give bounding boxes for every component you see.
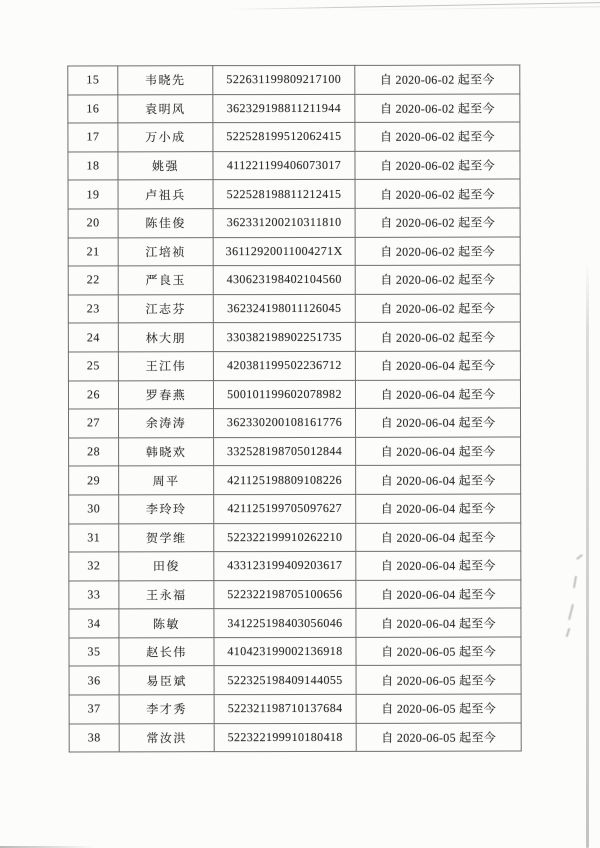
scan-artifact-stroke (568, 604, 574, 620)
id-number-cell: 433123199409203617 (214, 551, 356, 580)
id-number-cell: 362331200210311810 (213, 208, 355, 237)
name-cell: 王江伟 (118, 352, 213, 381)
row-index-cell: 36 (69, 666, 119, 695)
name-cell: 常汝洪 (119, 723, 214, 752)
row-index-cell: 31 (69, 523, 119, 552)
period-cell: 自 2020-06-05 起至今 (356, 694, 521, 723)
table-row (69, 665, 521, 695)
table-row (68, 294, 520, 324)
name-cell: 江培祯 (118, 237, 213, 266)
table-row (68, 122, 520, 152)
row-index-cell: 33 (69, 581, 119, 610)
table-row (68, 380, 520, 410)
id-number-cell: 522325198409144055 (214, 666, 356, 695)
id-number-cell: 362330200108161776 (214, 408, 356, 437)
name-cell: 韦晓先 (118, 66, 213, 95)
table-row (69, 694, 521, 724)
table-row (69, 408, 521, 438)
row-index-cell: 18 (68, 152, 118, 181)
id-number-cell: 522321198710137684 (214, 694, 356, 723)
id-number-cell: 411221199406073017 (213, 151, 355, 180)
id-number-cell: 362329198811211944 (213, 94, 355, 123)
id-number-cell: 362324198011126045 (213, 294, 355, 323)
period-cell: 自 2020-06-04 起至今 (355, 351, 520, 380)
scan-artifact-right-edge-shadow (586, 262, 589, 848)
table-row (68, 265, 520, 295)
name-cell: 周平 (119, 466, 214, 495)
name-cell: 韩晓欢 (119, 437, 214, 466)
name-cell: 江志芬 (118, 294, 213, 323)
id-number-cell: 522528199512062415 (213, 123, 355, 152)
period-cell: 自 2020-06-05 起至今 (356, 723, 521, 752)
id-number-cell: 421125199705097627 (214, 494, 356, 523)
name-cell: 王永福 (119, 580, 214, 609)
row-index-cell: 20 (68, 209, 118, 238)
personnel-roster-table (67, 65, 521, 753)
name-cell: 陈敏 (119, 609, 214, 638)
row-index-cell: 23 (68, 295, 118, 324)
table-row (68, 351, 520, 381)
scan-artifact-stroke (566, 628, 571, 637)
table-row (69, 608, 521, 638)
scan-artifact-stroke (576, 554, 583, 560)
period-cell: 自 2020-06-02 起至今 (355, 294, 520, 323)
row-index-cell: 16 (68, 94, 118, 123)
period-cell: 自 2020-06-02 起至今 (355, 179, 520, 208)
table-row (68, 179, 520, 209)
table-row (68, 65, 520, 95)
period-cell: 自 2020-06-05 起至今 (356, 637, 521, 666)
period-cell: 自 2020-06-02 起至今 (355, 322, 520, 351)
table-row (69, 494, 521, 524)
row-index-cell: 38 (69, 724, 119, 753)
name-cell: 李才秀 (119, 695, 214, 724)
scan-artifact-handwriting-marks (566, 552, 584, 647)
row-index-cell: 22 (68, 266, 118, 295)
id-number-cell: 522322199910262210 (214, 523, 356, 552)
row-index-cell: 28 (69, 438, 119, 467)
table-row (69, 551, 521, 581)
id-number-cell: 332528198705012844 (214, 437, 356, 466)
id-number-cell: 522322198705100656 (214, 580, 356, 609)
scan-artifact-stroke (573, 576, 577, 588)
period-cell: 自 2020-06-04 起至今 (356, 551, 521, 580)
name-cell: 余涛涛 (119, 409, 214, 438)
row-index-cell: 37 (69, 695, 119, 724)
row-index-cell: 25 (68, 352, 118, 381)
id-number-cell: 430623198402104560 (213, 266, 355, 295)
row-index-cell: 29 (69, 466, 119, 495)
period-cell: 自 2020-06-04 起至今 (356, 580, 521, 609)
name-cell: 贺学维 (119, 523, 214, 552)
period-cell: 自 2020-06-02 起至今 (355, 237, 520, 266)
row-index-cell: 26 (68, 380, 118, 409)
id-number-cell: 522322199910180418 (214, 723, 356, 752)
table-row (69, 637, 521, 667)
period-cell: 自 2020-06-02 起至今 (355, 94, 520, 123)
id-number-cell: 420381199502236712 (213, 351, 355, 380)
row-index-cell: 27 (69, 409, 119, 438)
name-cell: 李玲玲 (119, 495, 214, 524)
name-cell: 田俊 (119, 552, 214, 581)
period-cell: 自 2020-06-02 起至今 (355, 208, 520, 237)
table-row (68, 94, 520, 124)
row-index-cell: 32 (69, 552, 119, 581)
period-cell: 自 2020-06-02 起至今 (355, 151, 520, 180)
id-number-cell: 522528198811212415 (213, 180, 355, 209)
row-index-cell: 35 (69, 638, 119, 667)
period-cell: 自 2020-06-04 起至今 (356, 465, 521, 494)
id-number-cell: 410423199002136918 (214, 637, 356, 666)
row-index-cell: 17 (68, 123, 118, 152)
table-row (68, 151, 520, 181)
table-row (69, 437, 521, 467)
name-cell: 严良玉 (118, 266, 213, 295)
period-cell: 自 2020-06-02 起至今 (355, 265, 520, 294)
id-number-cell: 341225198403056046 (214, 609, 356, 638)
period-cell: 自 2020-06-04 起至今 (355, 380, 520, 409)
period-cell: 自 2020-06-02 起至今 (355, 122, 520, 151)
id-number-cell: 36112920011004271X (213, 237, 355, 266)
period-cell: 自 2020-06-02 起至今 (355, 65, 520, 94)
period-cell: 自 2020-06-04 起至今 (356, 437, 521, 466)
table-row (69, 580, 521, 610)
name-cell: 易臣斌 (119, 666, 214, 695)
table-row (68, 237, 520, 267)
name-cell: 陈佳俊 (118, 209, 213, 238)
period-cell: 自 2020-06-04 起至今 (355, 408, 520, 437)
name-cell: 姚强 (118, 151, 213, 180)
name-cell: 赵长伟 (119, 638, 214, 667)
row-index-cell: 30 (69, 495, 119, 524)
table-row (68, 208, 520, 238)
row-index-cell: 15 (68, 66, 118, 95)
id-number-cell: 330382198902251735 (213, 323, 355, 352)
name-cell: 罗春燕 (118, 380, 213, 409)
period-cell: 自 2020-06-04 起至今 (356, 608, 521, 637)
row-index-cell: 34 (69, 609, 119, 638)
id-number-cell: 500101199602078982 (213, 380, 355, 409)
period-cell: 自 2020-06-05 起至今 (356, 665, 521, 694)
name-cell: 卢祖兵 (118, 180, 213, 209)
period-cell: 自 2020-06-04 起至今 (356, 494, 521, 523)
id-number-cell: 522631199809217100 (213, 65, 355, 94)
row-index-cell: 24 (68, 323, 118, 352)
table-row (69, 723, 521, 753)
row-index-cell: 21 (68, 237, 118, 266)
period-cell: 自 2020-06-04 起至今 (356, 523, 521, 552)
name-cell: 林大朋 (118, 323, 213, 352)
table-row (69, 523, 521, 553)
table-row (69, 465, 521, 495)
name-cell: 袁明风 (118, 94, 213, 123)
name-cell: 万小成 (118, 123, 213, 152)
table-row (68, 322, 520, 352)
id-number-cell: 421125198809108226 (214, 466, 356, 495)
row-index-cell: 19 (68, 180, 118, 209)
